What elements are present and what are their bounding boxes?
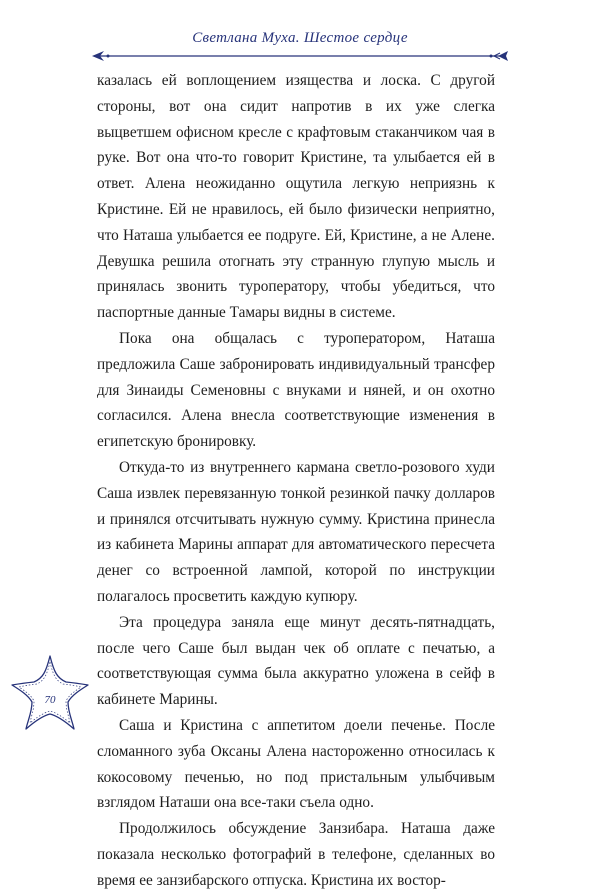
paragraph: Саша и Кристина с аппетитом доели печенье. После сломанного зуба Оксаны Алена настороженно относилась к кокосовому печенью, но под пристальным улыбчивым взглядом Наташи она все-таки съела одно. xyxy=(97,716,495,812)
decorative-rule xyxy=(0,46,600,66)
starfish-icon xyxy=(10,652,90,732)
page-header xyxy=(0,0,600,70)
body-text xyxy=(97,68,495,894)
folio xyxy=(10,652,90,732)
paragraph: Эта процедура заняла еще минут десять-пятнадцать, после чего Саше был выдан чек об оплате с печатью, а соответствующая сумма была аккуратно уложена в сейф в кабинете Марины. xyxy=(97,613,495,709)
page-number: 70 xyxy=(44,694,56,706)
paragraph: Пока она общалась с туроператором, Наташа предложила Саше забронировать индивидуальный трансфер для Зинаиды Семеновны с внуками и няней, и он охотно согласился. Алена внесла соответствующие изменения в египетскую бронировку. xyxy=(97,329,495,451)
running-title: Светлана Муха. Шестое сердце xyxy=(192,30,408,46)
paragraph: казалась ей воплощением изящества и лоска. С другой стороны, вот она сидит напротив в их уже слегка выцветшем офисном кресле с крафтовым стаканчиком чая в руке. Вот она что-то говорит Кристине, та улыбается ей в ответ. Алена неожиданно ощутила легкую неприязнь к Кристине. Ей не нравилось, ей было физически неприятно, что Наташа улыбается ее подруге. Ей, Кристине, а не Алене. Девушка решила отогнать эту странную глупую мысль и принялась звонить туроператору, чтобы убедиться, что паспортные данные Тамары видны в системе. xyxy=(97,72,495,322)
paragraph: Продолжилось обсуждение Занзибара. Наташа даже показала несколько фотографий в телефоне, сделанных во время ее занзибарского отпуска. Кристина их востор- xyxy=(97,820,495,889)
paragraph: Откуда-то из внутреннего кармана светло-розового худи Саша извлек перевязанную тонкой резинкой пачку долларов и принялся отсчитывать нужную сумму. Кристина принесла из кабинета Марины аппарат для автоматического пересчета денег со встроенной лампой, которой по инструкции полагалось просветить каждую купюру. xyxy=(97,458,495,605)
